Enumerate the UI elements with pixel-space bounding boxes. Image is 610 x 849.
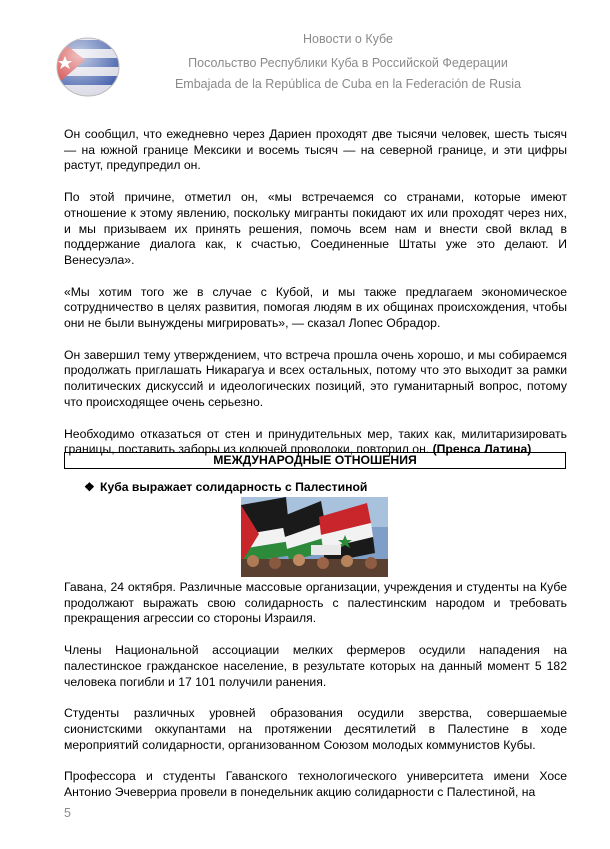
paragraph-text: Необходимо отказаться от стен и принудительных мер, таких как, милитаризировать границы, поставить заборы из колючей проволоки, повторил он. (64, 426, 567, 457)
page-number: 5 (64, 806, 71, 820)
paragraph: Он завершил тему утверждением, что встреча прошла очень хорошо, и мы собираемся продолжать приглашать Никарагуа и всех остальных, потому что это выходит за рамки политических дискуссий и идеологических позиций, это гуманитарный вопрос, потому что происходящее очень серьезно. (64, 347, 567, 409)
article-body-top (64, 127, 567, 474)
paragraph: «Мы хотим того же в случае с Кубой, и мы также предлагаем экономическое сотрудничество в целях развития, помогая людям в их общинах происхождения, чтобы они не были вынуждены мигрировать», — сказал Лопес Обрадор. (64, 284, 567, 331)
article-headline (84, 480, 367, 494)
paragraph: Студенты различных уровней образования осудили зверства, совершаемые сионистскими оккупантами на протяжении десятилетий в Палестине в ходе мероприятий солидарности, организованном Союзом молодых коммунистов Кубы. (64, 706, 567, 752)
paragraph: Профессора и студенты Гаванского технологического университета имени Хосе Антонио Эчеверриа провели в понедельник акцию солидарности с Палестиной, на (64, 769, 567, 800)
paragraph: По этой причине, отметил он, «мы встречаемся со странами, которые имеют отношение к этому явлению, поскольку мигранты покидают их или проходят через них, и мы призываем их принять решения, помочь всем нам и внести свой вклад в поддержание диалога как, к счастью, Соединенные Штаты уже это делают. И Венесуэла». (64, 190, 567, 267)
headline-text: Куба выражает солидарность с Палестиной (100, 480, 368, 494)
header-embassy-es: Embajada de la República de Cuba en la Federación de Rusia (174, 77, 522, 91)
source-credit: (Пренса Латина) (432, 442, 532, 457)
section-heading: МЕЖДУНАРОДНЫЕ ОТНОШЕНИЯ (64, 452, 566, 469)
palestine-flags-protest-photo (241, 497, 388, 577)
diamond-bullet-icon: ❖ (84, 480, 95, 494)
paragraph: Члены Национальной ассоциации мелких фермеров осудили нападения на палестинское гражданское население, в результате которых на данный момент 5 182 человека погибли и 17 101 получили ранения. (64, 643, 567, 689)
paragraph: Гавана, 24 октября. Различные массовые организации, учреждения и студенты на Кубе продолжают выражать свою солидарность с палестинским народом и требовать прекращения агрессии со стороны Израиля. (64, 580, 567, 626)
header-embassy-ru: Посольство Республики Куба в Российской Федерации (188, 56, 508, 70)
cuban-flag-sphere-icon (55, 36, 121, 98)
paragraph: Он сообщил, что ежедневно через Дариен проходят две тысячи человек, шесть тысяч — на южной границе Мексики и восемь тысяч — на северной границе, и эти цифры растут, предупредил он. (64, 127, 567, 173)
header-title: Новости о Кубе (303, 32, 393, 46)
article-body-bottom (64, 580, 567, 817)
